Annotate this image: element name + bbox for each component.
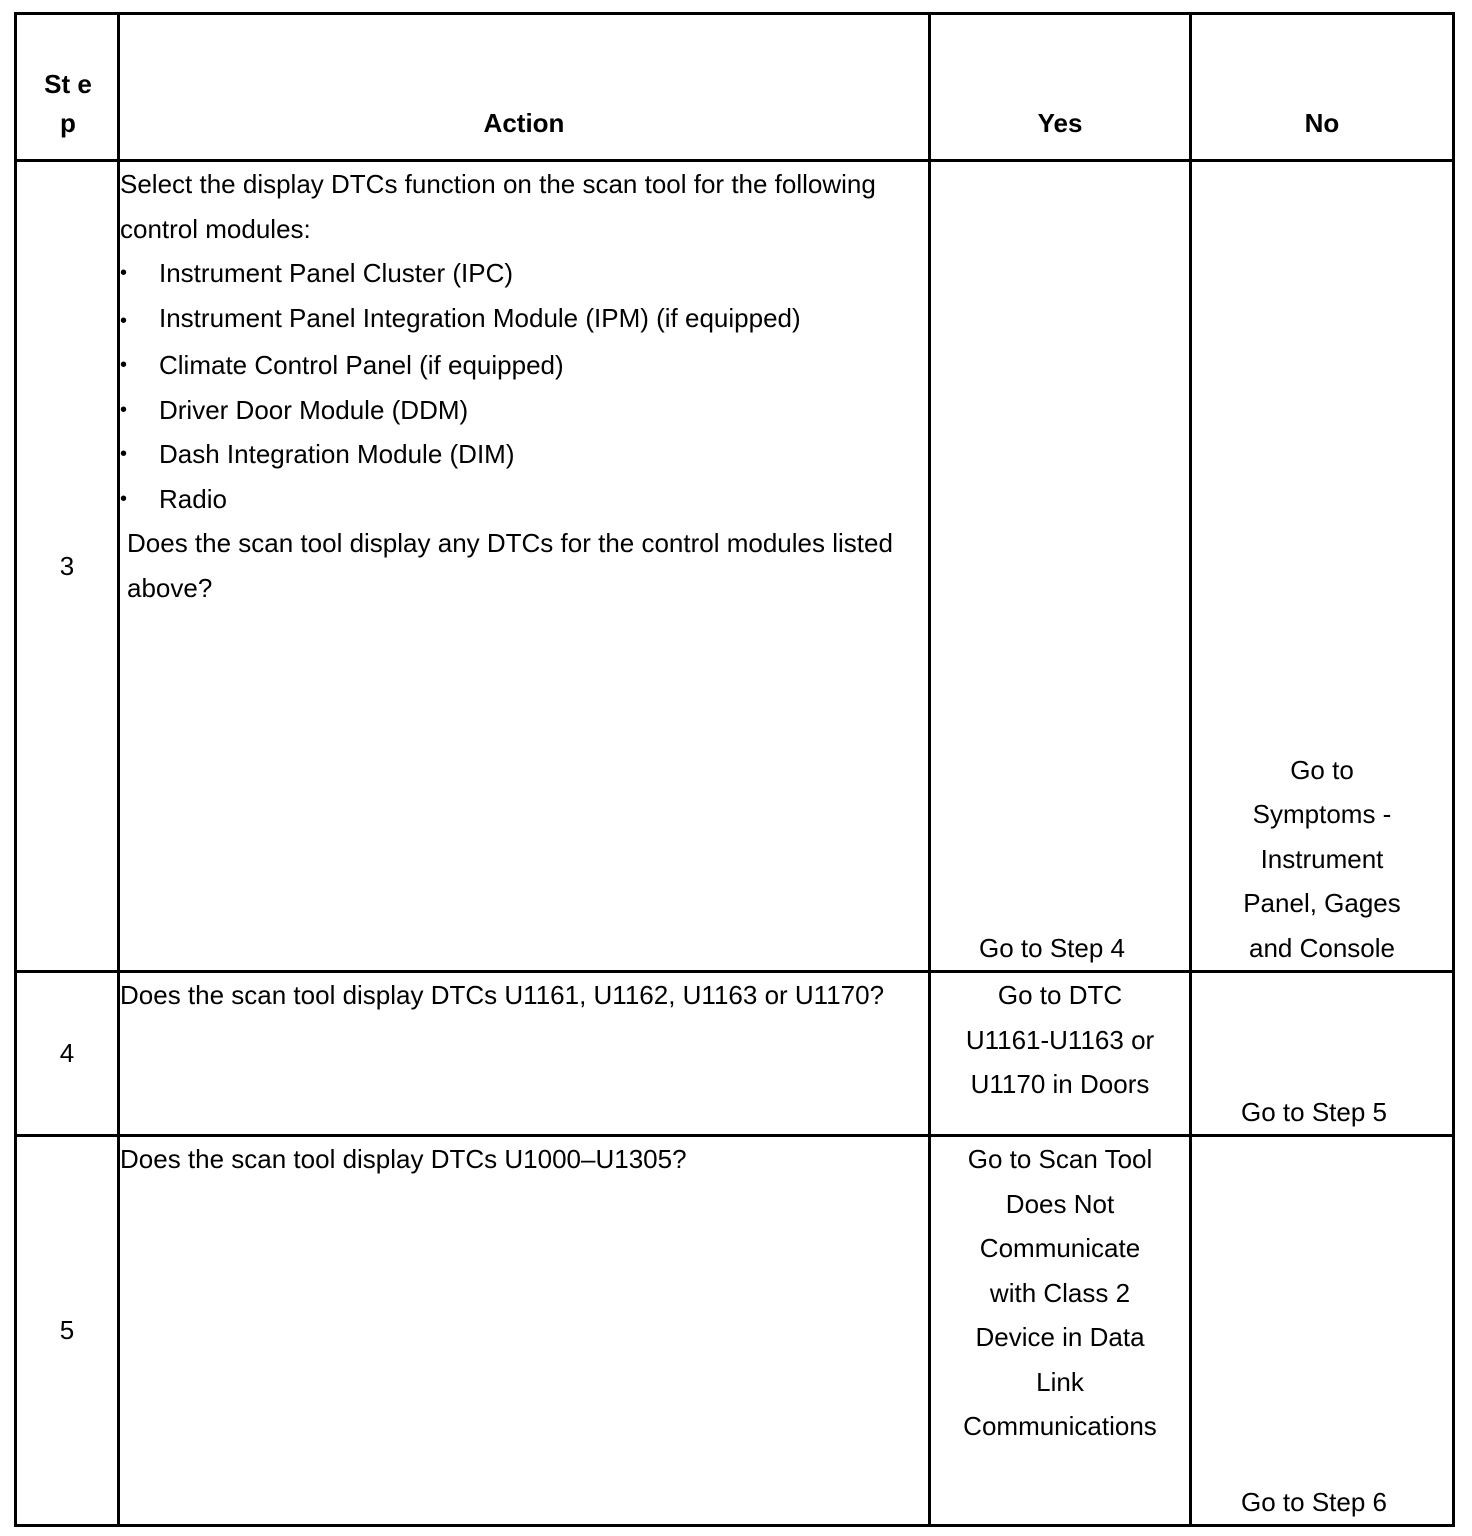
action-question: Does the scan tool display DTCs U1000–U1305? bbox=[120, 1144, 687, 1174]
diagnostic-table bbox=[14, 12, 1455, 1527]
header-step-label: St ep bbox=[44, 69, 92, 138]
bullet-icon: • bbox=[120, 309, 128, 332]
header-action bbox=[119, 14, 930, 161]
no-cell bbox=[1191, 972, 1454, 1136]
header-no bbox=[1191, 14, 1454, 161]
step-number: 4 bbox=[16, 972, 119, 1136]
no-text: Go to Symptoms - Instrument Panel, Gages and Console bbox=[1243, 754, 1401, 963]
list-item-text: Instrument Panel Integration Module (IPM) (if equipped) bbox=[159, 302, 801, 333]
list-item-text: Dash Integration Module (DIM) bbox=[159, 439, 515, 469]
yes-text: Go to Scan Tool Does Not Communicate with Class 2 Device in Data Link Communications bbox=[963, 1144, 1157, 1441]
action-question: Does the scan tool display any DTCs for the control modules listed above? bbox=[127, 528, 893, 603]
list-item bbox=[120, 251, 928, 296]
list-item-text: Radio bbox=[159, 483, 227, 514]
yes-cell bbox=[930, 972, 1191, 1136]
yes-text: Go to Step 4 bbox=[979, 932, 1125, 963]
action-intro: Select the display DTCs function on the scan tool for the following control modules: bbox=[120, 169, 876, 244]
no-cell bbox=[1191, 1136, 1454, 1526]
yes-cell bbox=[930, 1136, 1191, 1526]
no-text: Go to Step 6 bbox=[1241, 1486, 1387, 1517]
list-item bbox=[120, 343, 928, 388]
list-item bbox=[120, 477, 928, 522]
action-cell bbox=[119, 1136, 930, 1526]
list-item-text: Driver Door Module (DDM) bbox=[159, 394, 469, 425]
header-no-label: No bbox=[1304, 108, 1340, 138]
no-cell bbox=[1191, 161, 1454, 972]
bullet-icon: • bbox=[120, 443, 128, 465]
step-number: 3 bbox=[16, 161, 119, 972]
list-item bbox=[120, 296, 928, 344]
header-yes bbox=[930, 14, 1191, 161]
table-row bbox=[16, 161, 1454, 972]
yes-text: Go to DTC U1161-U1163 or U1170 in Doors bbox=[965, 980, 1155, 1099]
header-yes-label: Yes bbox=[1037, 108, 1083, 138]
no-text: Go to Step 5 bbox=[1241, 1096, 1387, 1127]
list-item-text: Climate Control Panel (if equipped) bbox=[159, 350, 564, 380]
bullet-icon: • bbox=[120, 398, 128, 421]
action-cell bbox=[119, 161, 930, 972]
bullet-icon: • bbox=[120, 262, 128, 284]
action-question: Does the scan tool display DTCs U1161, U1162, U1163 or U1170? bbox=[120, 980, 885, 1010]
table-header-row bbox=[16, 14, 1454, 161]
diagnostic-page bbox=[14, 12, 1452, 1524]
action-cell bbox=[119, 972, 930, 1136]
table-row bbox=[16, 1136, 1454, 1526]
list-item bbox=[120, 388, 928, 433]
bullet-icon: • bbox=[120, 354, 128, 376]
list-item bbox=[120, 432, 928, 477]
bullet-icon: • bbox=[120, 487, 128, 510]
step-number: 5 bbox=[16, 1136, 119, 1526]
list-item-text: Instrument Panel Cluster (IPC) bbox=[159, 258, 514, 288]
header-action-label: Action bbox=[483, 108, 565, 138]
table-row bbox=[16, 972, 1454, 1136]
yes-cell bbox=[930, 161, 1191, 972]
list-item-wrap bbox=[120, 296, 801, 344]
header-step bbox=[16, 14, 119, 161]
